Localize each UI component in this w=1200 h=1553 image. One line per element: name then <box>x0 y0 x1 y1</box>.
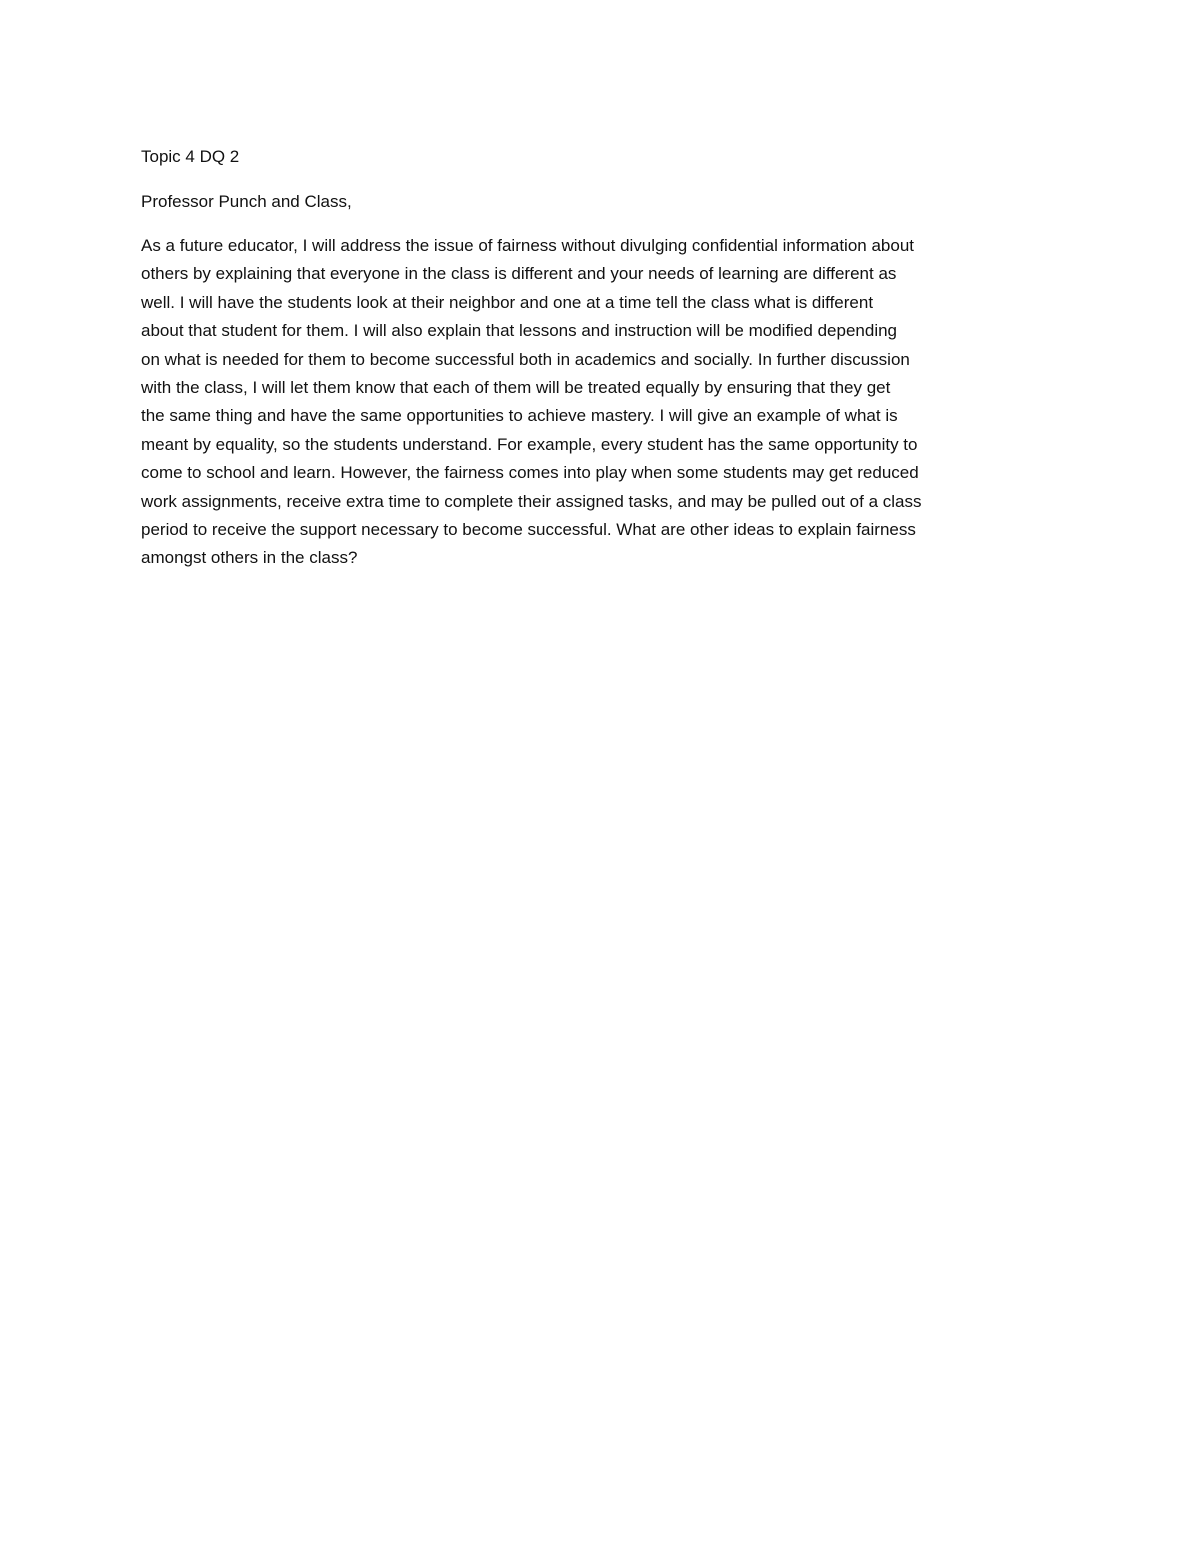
body-line: on what is needed for them to become successful both in academics and socially. In further discussion <box>141 349 910 369</box>
body-line: amongst others in the class? <box>141 548 358 568</box>
body-line: about that student for them. I will also explain that lessons and instruction will be modified depending <box>141 321 898 341</box>
body-line: work assignments, receive extra time to complete their assigned tasks, and may be pulled out of a class <box>141 491 922 511</box>
salutation: Professor Punch and Class, <box>141 192 352 211</box>
body-line: meant by equality, so the students understand. For example, every student has the same opportunity to <box>141 434 918 454</box>
body-line: the same thing and have the same opportunities to achieve mastery. I will give an example of what is <box>141 406 898 426</box>
body-line: others by explaining that everyone in the class is different and your needs of learning are different as <box>141 264 897 284</box>
body-paragraph <box>141 232 1061 573</box>
document-heading: Topic 4 DQ 2 <box>141 147 240 166</box>
body-line: As a future educator, I will address the issue of fairness without divulging confidential information about <box>141 236 914 255</box>
body-line: with the class, I will let them know that each of them will be treated equally by ensuring that they get <box>141 377 891 397</box>
body-line: well. I will have the students look at their neighbor and one at a time tell the class what is different <box>141 292 874 312</box>
body-line: period to receive the support necessary to become successful. What are other ideas to explain fairness <box>141 519 916 539</box>
body-line: come to school and learn. However, the fairness comes into play when some students may get reduced <box>141 463 919 483</box>
